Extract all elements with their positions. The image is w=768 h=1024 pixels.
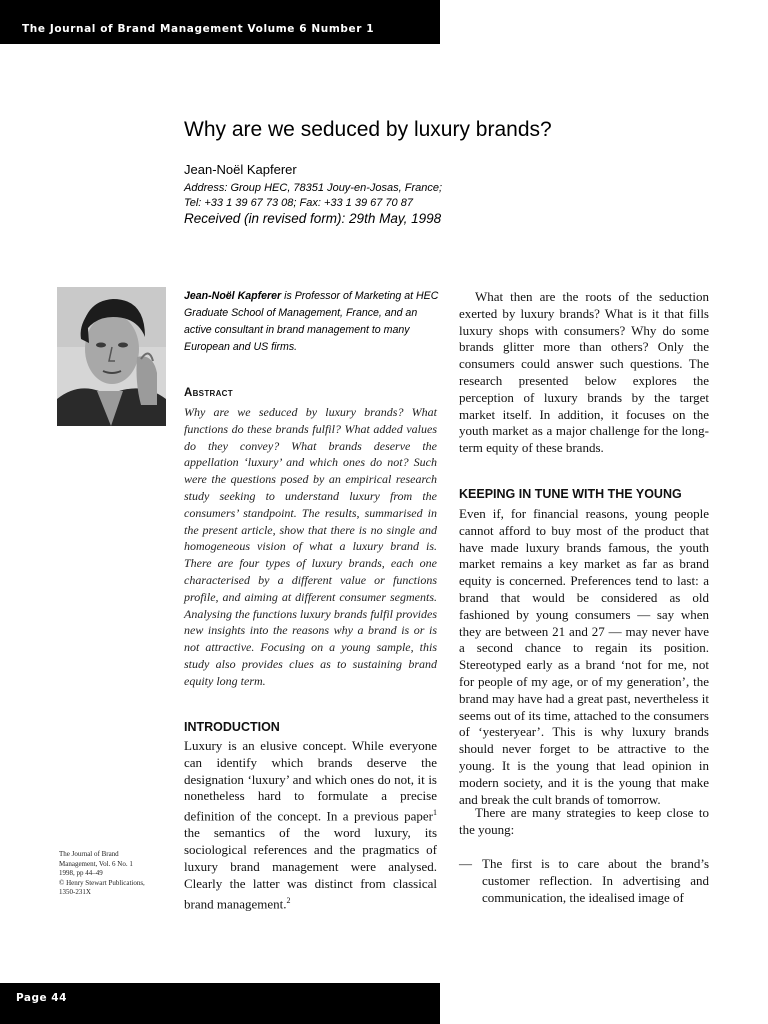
footnote-ref-1[interactable]: 1	[433, 808, 437, 818]
right-column-intro-paragraph: What then are the roots of the seduction exerted by luxury brands? What is it that fills luxury shops with consumers? Why do some brands glitter more than others? Only the consumers could answer such questions. The research presented below explores the perception of luxury brands by the target market itself. In addition, it focuses on the youth market as a major challenge for the long-term equity of these brands.	[459, 289, 709, 456]
sidenote-line: The Journal of Brand	[59, 850, 119, 858]
intro-text-part1: Luxury is an elusive concept. While everyone can identify which brands deserve the designation ‘luxury’ and which ones do not, it is nonetheless hard to formulate a precise definition of the concept. In a previous paper	[184, 738, 437, 824]
introduction-heading: INTRODUCTION	[184, 720, 280, 734]
author-address: Address: Group HEC, 78351 Jouy-en-Josas, France;	[184, 182, 443, 194]
bio-text: is Professor of Marketing at HEC Graduate School of Management, France, and an active consultant in brand management to many European and US firms.	[184, 290, 439, 353]
received-date: Received (in revised form): 29th May, 1998	[184, 211, 442, 226]
page-footer-bar	[0, 983, 440, 1024]
publication-sidenote	[59, 850, 159, 898]
strategies-paragraph: There are many strategies to keep close to the young:	[459, 805, 709, 837]
footnote-ref-2[interactable]: 2	[286, 895, 291, 905]
author-photo	[57, 287, 166, 426]
sidenote-line: Management, Vol. 6 No. 1	[59, 859, 133, 868]
page-number: Page 44	[16, 992, 67, 1004]
abstract-text: Why are we seduced by luxury brands? What functions do these brands fulfil? What added values do they convey? What brands deserve the appellation ‘luxury’ and which ones do not? Such were the questions posed by an empirical research study seeking to understand luxury from the consumers’ standpoint. The results, summarised in the present article, show that there is no single and homogeneous vision of what a luxury brand is. There are four types of luxury brands, each one characterised by a different value or functions profile, and aiming at different consumer segments. Analysing the functions luxury brands fulfil provides new insights into the reasons why a brand is or is not attractive. Focusing on a young sample, this study also provides clues as to sustaining brand equity long term.	[184, 405, 437, 688]
sidenote-line: © Henry Stewart Publications,	[59, 878, 145, 887]
abstract-heading-text: Abstract	[184, 387, 233, 399]
intro-text-part2: the semantics of the word luxury, its sociological references and the pragmatics of luxury brand management were analysed. Clearly the latter was distinct from classical brand management.	[184, 825, 437, 911]
abstract-heading	[184, 387, 233, 399]
young-section-paragraph: Even if, for financial reasons, young people cannot afford to buy most of the product that have made luxury brands famous, the youth market remains a key market as far as brand equity is concerned. Preferences tend to last: a brand that would be considered as old fashioned by young consumers — say when they are between 21 and 27 — may never have a second chance to regain its position. Stereotyped early as a brand ‘not for me, not for people of my age, or of my generation’, the brand may have had a great past, nevertheless it seems out of its time, attached to the consumers of ‘yesteryear’. This is why luxury brands should never forget to be attractive to the young. It is the young that lead opinion in modern society, and it is the young that make and break the cult brands of tomorrow.	[459, 506, 709, 807]
author-contact: Tel: +33 1 39 67 73 08; Fax: +33 1 39 67 70 87	[184, 197, 413, 209]
author-name: Jean-Noël Kapferer	[184, 162, 297, 177]
journal-header-bar	[0, 0, 440, 44]
list-item-text: The first is to care about the brand’s customer reflection. In advertising and communication, the idealised image of	[482, 856, 709, 905]
article-title: Why are we seduced by luxury brands?	[184, 118, 552, 141]
section-heading-young: KEEPING IN TUNE WITH THE YOUNG	[459, 487, 682, 501]
sidenote-line: 1998, pp 44–49	[59, 869, 103, 877]
introduction-text	[184, 738, 437, 913]
list-dash: —	[459, 856, 472, 871]
bio-author-name: Jean-Noël Kapferer	[184, 290, 282, 302]
author-bio	[184, 288, 440, 356]
journal-header-text: The Journal of Brand Management Volume 6 Number 1	[22, 23, 375, 35]
author-photo-image	[57, 287, 166, 426]
sidenote-line: 1350-231X	[59, 888, 91, 896]
